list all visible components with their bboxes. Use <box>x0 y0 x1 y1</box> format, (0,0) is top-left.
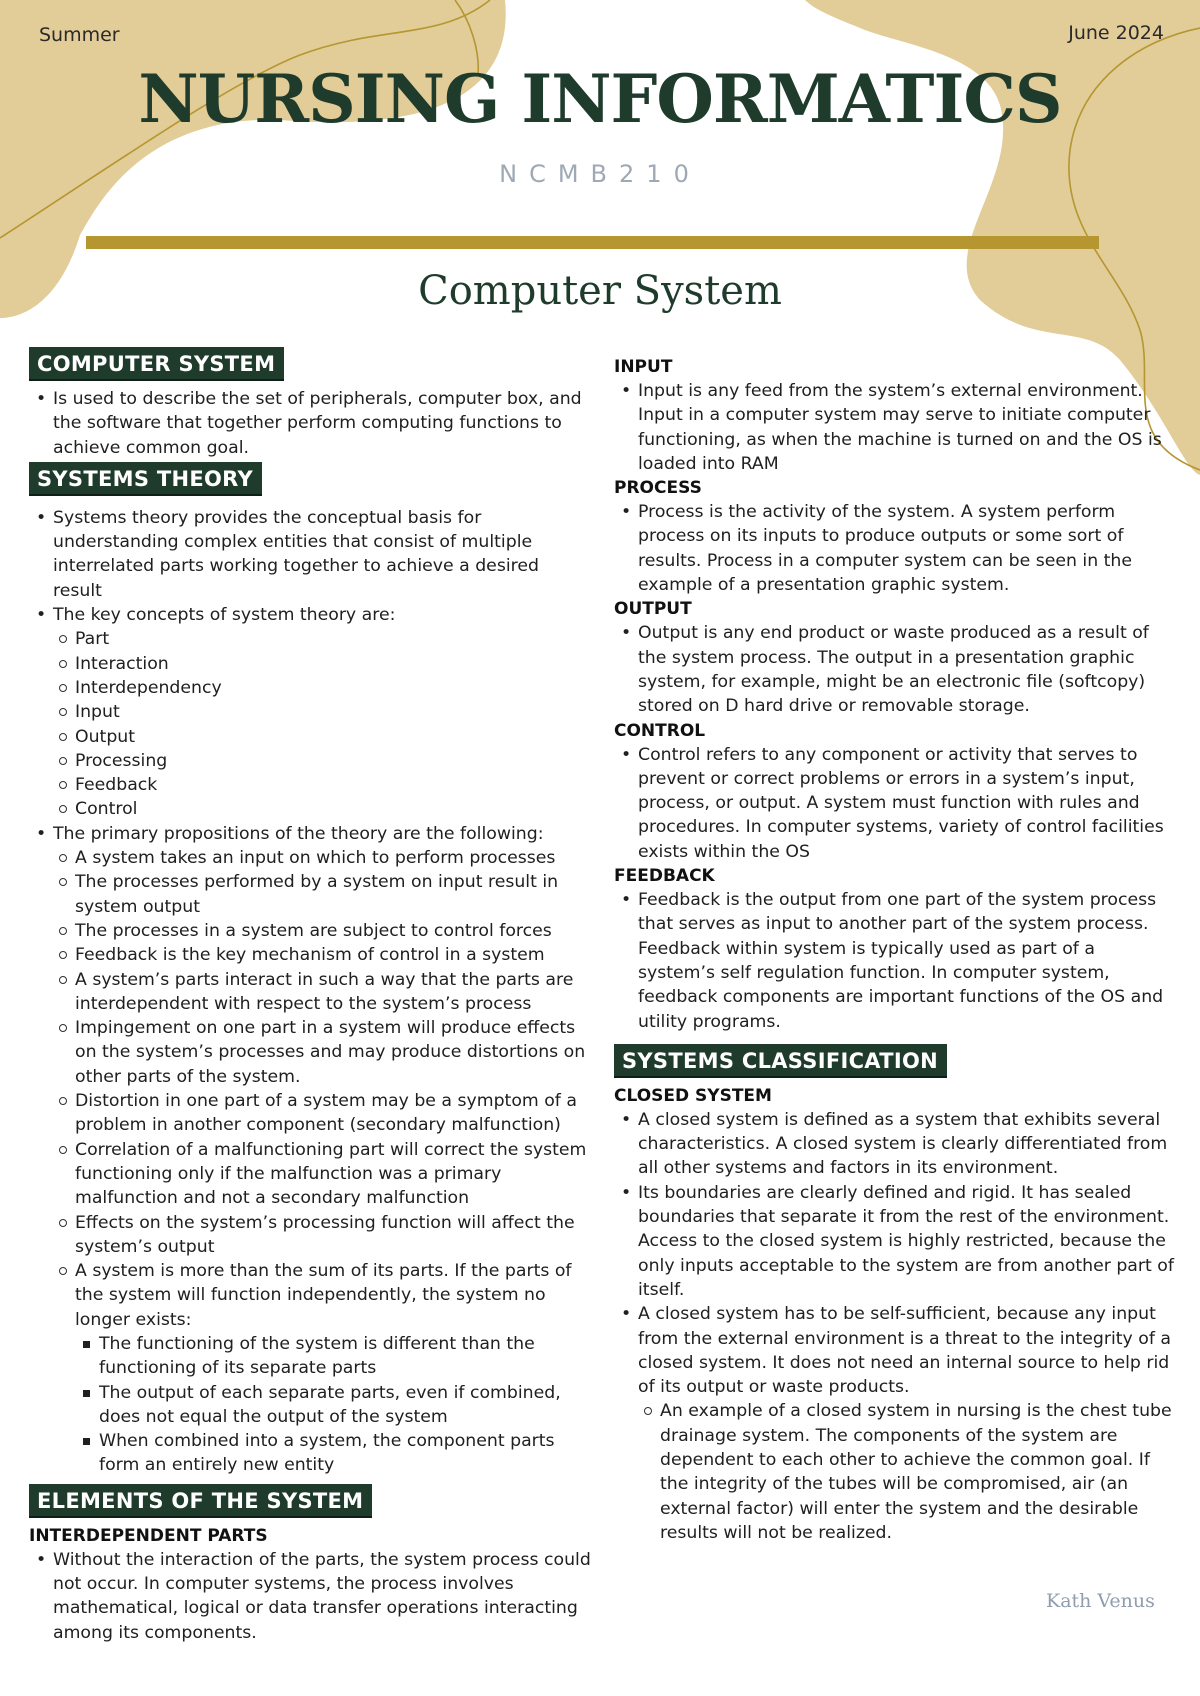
proposition-item: A system’s parts interact in such a way that the parts are interdependent with respect to the system’s process <box>53 968 592 1017</box>
proposition-item: A system takes an input on which to perform processes <box>53 846 592 870</box>
concept-item: Interaction <box>53 652 592 676</box>
proposition-item: Feedback is the key mechanism of control in a system <box>53 943 592 967</box>
proposition-item: Impingement on one part in a system will produce effects on the system’s processes and may produce distortions on other parts of the system. <box>53 1016 592 1089</box>
concept-item: Output <box>53 725 592 749</box>
proposition-item: A system is more than the sum of its parts. If the parts of the system will function independently, the system no longer exists: The functioning of the system is different than the functioning of its separate parts The output of each separate parts, even if combined, does not equal the output of the system When combined into a system, the component parts form an entirely new entity <box>53 1259 592 1478</box>
heading-computer-system: COMPUTER SYSTEM <box>29 347 284 381</box>
proposition-item: The processes in a system are subject to control forces <box>53 919 592 943</box>
list-item: • Process is the activity of the system. A system perform process on its inputs to produce outputs or some sort of results. Process in a computer system can be seen in the example of a presentation graphic system. <box>614 500 1176 597</box>
author-credit: Kath Venus <box>1046 1590 1155 1612</box>
subheading-control: CONTROL <box>614 720 706 741</box>
subheading-input: INPUT <box>614 357 673 377</box>
proposition-item: Effects on the system’s processing function will affect the system’s output <box>53 1211 592 1260</box>
systems-theory-list <box>29 506 592 1478</box>
concept-item: Feedback <box>53 773 592 797</box>
divider-bar <box>86 236 1099 249</box>
list-item: • The primary propositions of the theory are the following: A system takes an input on which to perform processes The processes performed by a system on input result in system output The processes in a system are subject to control forces Feedback is the key mechanism of control in a system A system’s parts interact in such a way that the parts are interdependent with respect to the system’s process Impingement on one part in a system will produce effects on the system’s processes and may produce distortions on other parts of the system. Distortion in one part of a system may be a symptom of a problem in another component (secondary malfunction) Correlation of a malfunctioning part will correct the system functioning only if the malfunction was a primary malfunction and not a secondary malfunction Effects on the system’s processing function will affect the system’s output A system is more than the sum of its parts. If the parts of the system will function independently, the system no longer exists: The functioning of the system is different than the functioning of its separate parts The output of each separate parts, even if combined, does not equal the output of the system When combined into a system, the component parts form an entirely new entity <box>29 822 592 1478</box>
feedback-list <box>614 888 1176 1034</box>
closed-system-list <box>614 1108 1176 1545</box>
subheading-process: PROCESS <box>614 478 702 499</box>
season-label: Summer <box>39 24 120 46</box>
proposition-item: Correlation of a malfunctioning part will correct the system functioning only if the malfunction was a primary malfunction and not a secondary malfunction <box>53 1138 592 1211</box>
heading-systems-theory: SYSTEMS THEORY <box>29 462 262 496</box>
page-title: NURSING INFORMATICS <box>138 60 1062 138</box>
sub-point-item: The output of each separate parts, even if combined, does not equal the output of the system <box>75 1381 592 1430</box>
propositions-list <box>53 846 592 1478</box>
sub-points-list <box>75 1332 592 1478</box>
subheading-feedback: FEEDBACK <box>614 866 715 887</box>
topic-title: Computer System <box>418 268 782 314</box>
example-item: An example of a closed system in nursing is the chest tube drainage system. The components of the system are dependent to each other to achieve the common goal. If the integrity of the tubes will be compromised, air (an external factor) will enter the system and the desirable results will not be realized. <box>638 1399 1176 1545</box>
right-column <box>614 355 1176 1545</box>
list-item: • Without the interaction of the parts, the system process could not occur. In computer systems, the process involves mathematical, logical or data transfer operations interacting among its components. <box>29 1548 592 1645</box>
concept-item: Control <box>53 797 592 821</box>
list-item: • The key concepts of system theory are: Part Interaction Interdependency Input Output Processing Feedback Control <box>29 603 592 822</box>
input-list <box>614 379 1176 476</box>
proposition-item: The processes performed by a system on input result in system output <box>53 870 592 919</box>
list-item: • Systems theory provides the conceptual basis for understanding complex entities that consist of multiple interrelated parts working together to achieve a desired result <box>29 506 592 603</box>
list-item: • Feedback is the output from one part of the system process that serves as input to another part of the system process. Feedback within system is typically used as part of a system’s self regulation function. In computer system, feedback components are important functions of the OS and utility programs. <box>614 888 1176 1034</box>
elements-list <box>29 1548 592 1645</box>
list-item: • A closed system is defined as a system that exhibits several characteristics. A closed system is clearly differentiated from all other systems and factors in its environment. <box>614 1108 1176 1181</box>
list-item: • Is used to describe the set of peripherals, computer box, and the software that together perform computing functions to achieve common goal. <box>29 387 592 460</box>
heading-elements-of-system: ELEMENTS OF THE SYSTEM <box>29 1484 372 1518</box>
concept-item: Processing <box>53 749 592 773</box>
concept-item: Input <box>53 700 592 724</box>
output-list <box>614 621 1176 718</box>
concepts-list <box>53 627 592 821</box>
sub-point-item: When combined into a system, the component parts form an entirely new entity <box>75 1429 592 1478</box>
list-item: • Its boundaries are clearly defined and rigid. It has sealed boundaries that separate it from the rest of the environment. Access to the closed system is highly restricted, because the only inputs acceptable to the system are from another part of itself. <box>614 1181 1176 1302</box>
left-column <box>29 347 592 1645</box>
sub-point-item: The functioning of the system is different than the functioning of its separate parts <box>75 1332 592 1381</box>
proposition-item: Distortion in one part of a system may be a symptom of a problem in another component (secondary malfunction) <box>53 1089 592 1138</box>
computer-system-list <box>29 387 592 460</box>
list-item: • Input is any feed from the system’s external environment. Input in a computer system may serve to initiate computer functioning, as when the machine is turned on and the OS is loaded into RAM <box>614 379 1176 476</box>
list-item: • Output is any end product or waste produced as a result of the system process. The output in a presentation graphic system, for example, might be an electronic file (softcopy) stored on D hard drive or removable storage. <box>614 621 1176 718</box>
control-list <box>614 743 1176 864</box>
list-item: • Control refers to any component or activity that serves to prevent or correct problems or errors in a system’s input, process, or output. A system must function with rules and procedures. In computer systems, variety of control facilities exists within the OS <box>614 743 1176 864</box>
concept-item: Interdependency <box>53 676 592 700</box>
course-code: NCMB210 <box>499 160 701 188</box>
list-item: • A closed system has to be self-sufficient, because any input from the external environment is a threat to the integrity of a closed system. It does not need an internal source to help rid of its output or waste products. An example of a closed system in nursing is the chest tube drainage system. The components of the system are dependent to each other to achieve the common goal. If the integrity of the tubes will be compromised, air (an external factor) will enter the system and the desirable results will not be realized. <box>614 1302 1176 1545</box>
closed-example-list <box>638 1399 1176 1545</box>
heading-systems-classification: SYSTEMS CLASSIFICATION <box>614 1044 947 1078</box>
date-label: June 2024 <box>1068 22 1164 44</box>
concept-item: Part <box>53 627 592 651</box>
subheading-interdependent-parts: INTERDEPENDENT PARTS <box>29 1525 268 1546</box>
subheading-closed-system: CLOSED SYSTEM <box>614 1085 772 1106</box>
subheading-output: OUTPUT <box>614 599 692 620</box>
process-list <box>614 500 1176 597</box>
